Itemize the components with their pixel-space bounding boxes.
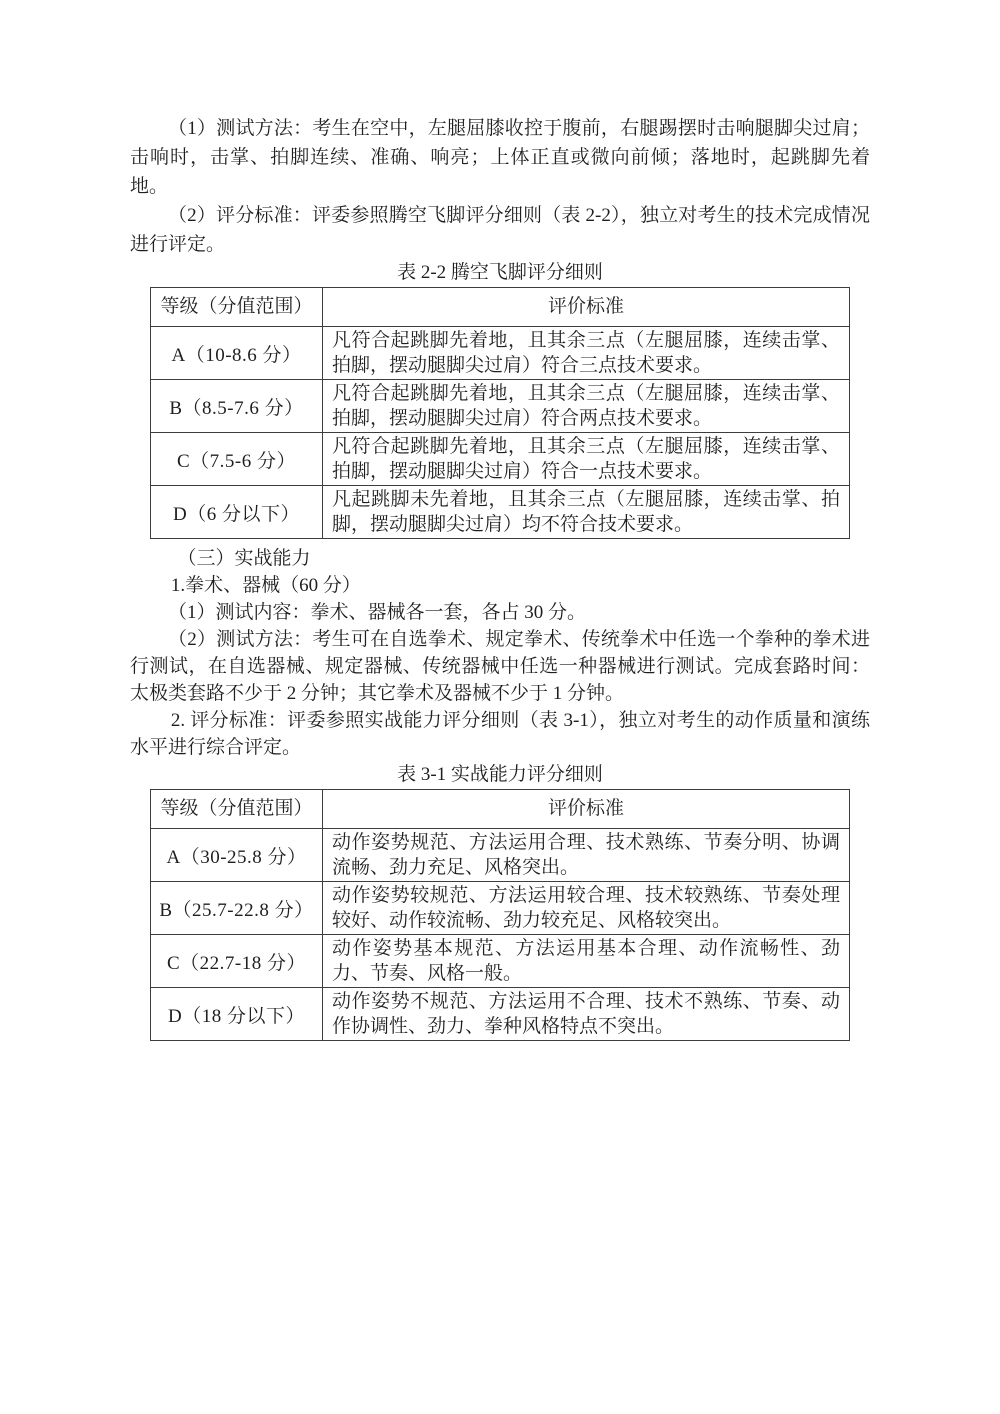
table-row: [151, 829, 850, 882]
column-header-criteria: 评价标准: [323, 288, 850, 327]
table-3-1-caption: 表 3-1 实战能力评分细则: [397, 764, 603, 785]
table-2-2-caption: 表 2-2 腾空飞脚评分细则: [397, 262, 603, 283]
grade-cell: D（18 分以下）: [151, 988, 323, 1041]
table-row: [151, 327, 850, 380]
section-heading-combat-ability: （三）实战能力: [177, 548, 311, 569]
paragraph-test-content: （1）测试内容：拳术、器械各一套，各占 30 分。: [168, 602, 587, 623]
criteria-cell: 凡符合起跳脚先着地，且其余三点（左腿屈膝，连续击掌、拍脚，摆动腿脚尖过肩）符合一点技术要求。: [323, 433, 850, 486]
criteria-cell: 凡符合起跳脚先着地，且其余三点（左腿屈膝，连续击掌、拍脚，摆动腿脚尖过肩）符合两点技术要求。: [323, 380, 850, 433]
grade-cell: D（6 分以下）: [151, 486, 323, 539]
column-header-grade: 等级（分值范围）: [151, 288, 323, 327]
table-header-row: [151, 288, 850, 327]
criteria-cell: 动作姿势规范、方法运用合理、技术熟练、节奏分明、协调流畅、劲力充足、风格突出。: [323, 829, 850, 882]
grade-cell: B（8.5-7.6 分）: [151, 380, 323, 433]
paragraph-scoring-standard-combat: 2. 评分标准：评委参照实战能力评分细则（表 3-1），独立对考生的动作质量和演练水平进行综合评定。: [130, 710, 870, 758]
grade-cell: B（25.7-22.8 分）: [151, 882, 323, 935]
table-row: [151, 935, 850, 988]
column-header-criteria: 评价标准: [323, 790, 850, 829]
table-row: [151, 988, 850, 1041]
table-row: [151, 882, 850, 935]
grade-cell: A（10-8.6 分）: [151, 327, 323, 380]
criteria-cell: 动作姿势基本规范、方法运用基本合理、动作流畅性、劲力、节奏、风格一般。: [323, 935, 850, 988]
grade-cell: C（22.7-18 分）: [151, 935, 323, 988]
criteria-cell: 凡符合起跳脚先着地，且其余三点（左腿屈膝，连续击掌、拍脚，摆动腿脚尖过肩）符合三点技术要求。: [323, 327, 850, 380]
table-2-2-flying-kick-criteria: [150, 287, 850, 539]
grade-cell: C（7.5-6 分）: [151, 433, 323, 486]
paragraph-scoring-standard-flying-kick: （2）评分标准：评委参照腾空飞脚评分细则（表 2-2），独立对考生的技术完成情况进行评定。: [130, 205, 870, 255]
paragraph-test-method-combat: （2）测试方法：考生可在自选拳术、规定拳术、传统拳术中任选一个拳种的拳术进行测试，在自选器械、规定器械、传统器械中任选一种器械进行测试。完成套路时间：太极类套路不少于 2 分钟；其它拳术及器械不少于 1 分钟。: [130, 629, 870, 704]
criteria-cell: 凡起跳脚未先着地，且其余三点（左腿屈膝，连续击掌、拍脚，摆动腿脚尖过肩）均不符合技术要求。: [323, 486, 850, 539]
section-combat-ability: [130, 545, 870, 761]
table-row: [151, 380, 850, 433]
grade-cell: A（30-25.8 分）: [151, 829, 323, 882]
subsection-heading-quanshu-qixie: 1.拳术、器械（60 分）: [170, 575, 361, 596]
table-row: [151, 486, 850, 539]
criteria-cell: 动作姿势较规范、方法运用较合理、技术较熟练、节奏处理较好、动作较流畅、劲力较充足、风格较突出。: [323, 882, 850, 935]
column-header-grade: 等级（分值范围）: [151, 790, 323, 829]
table-header-row: [151, 790, 850, 829]
paragraph-test-method-flying-kick: （1）测试方法：考生在空中，左腿屈膝收控于腹前，右腿踢摆时击响腿脚尖过肩；击响时，击掌、拍脚连续、准确、响亮；上体正直或微向前倾；落地时，起跳脚先着地。: [130, 118, 870, 197]
criteria-cell: 动作姿势不规范、方法运用不合理、技术不熟练、节奏、动作协调性、劲力、拳种风格特点不突出。: [323, 988, 850, 1041]
table-row: [151, 433, 850, 486]
table-3-1-combat-ability-criteria: [150, 789, 850, 1041]
